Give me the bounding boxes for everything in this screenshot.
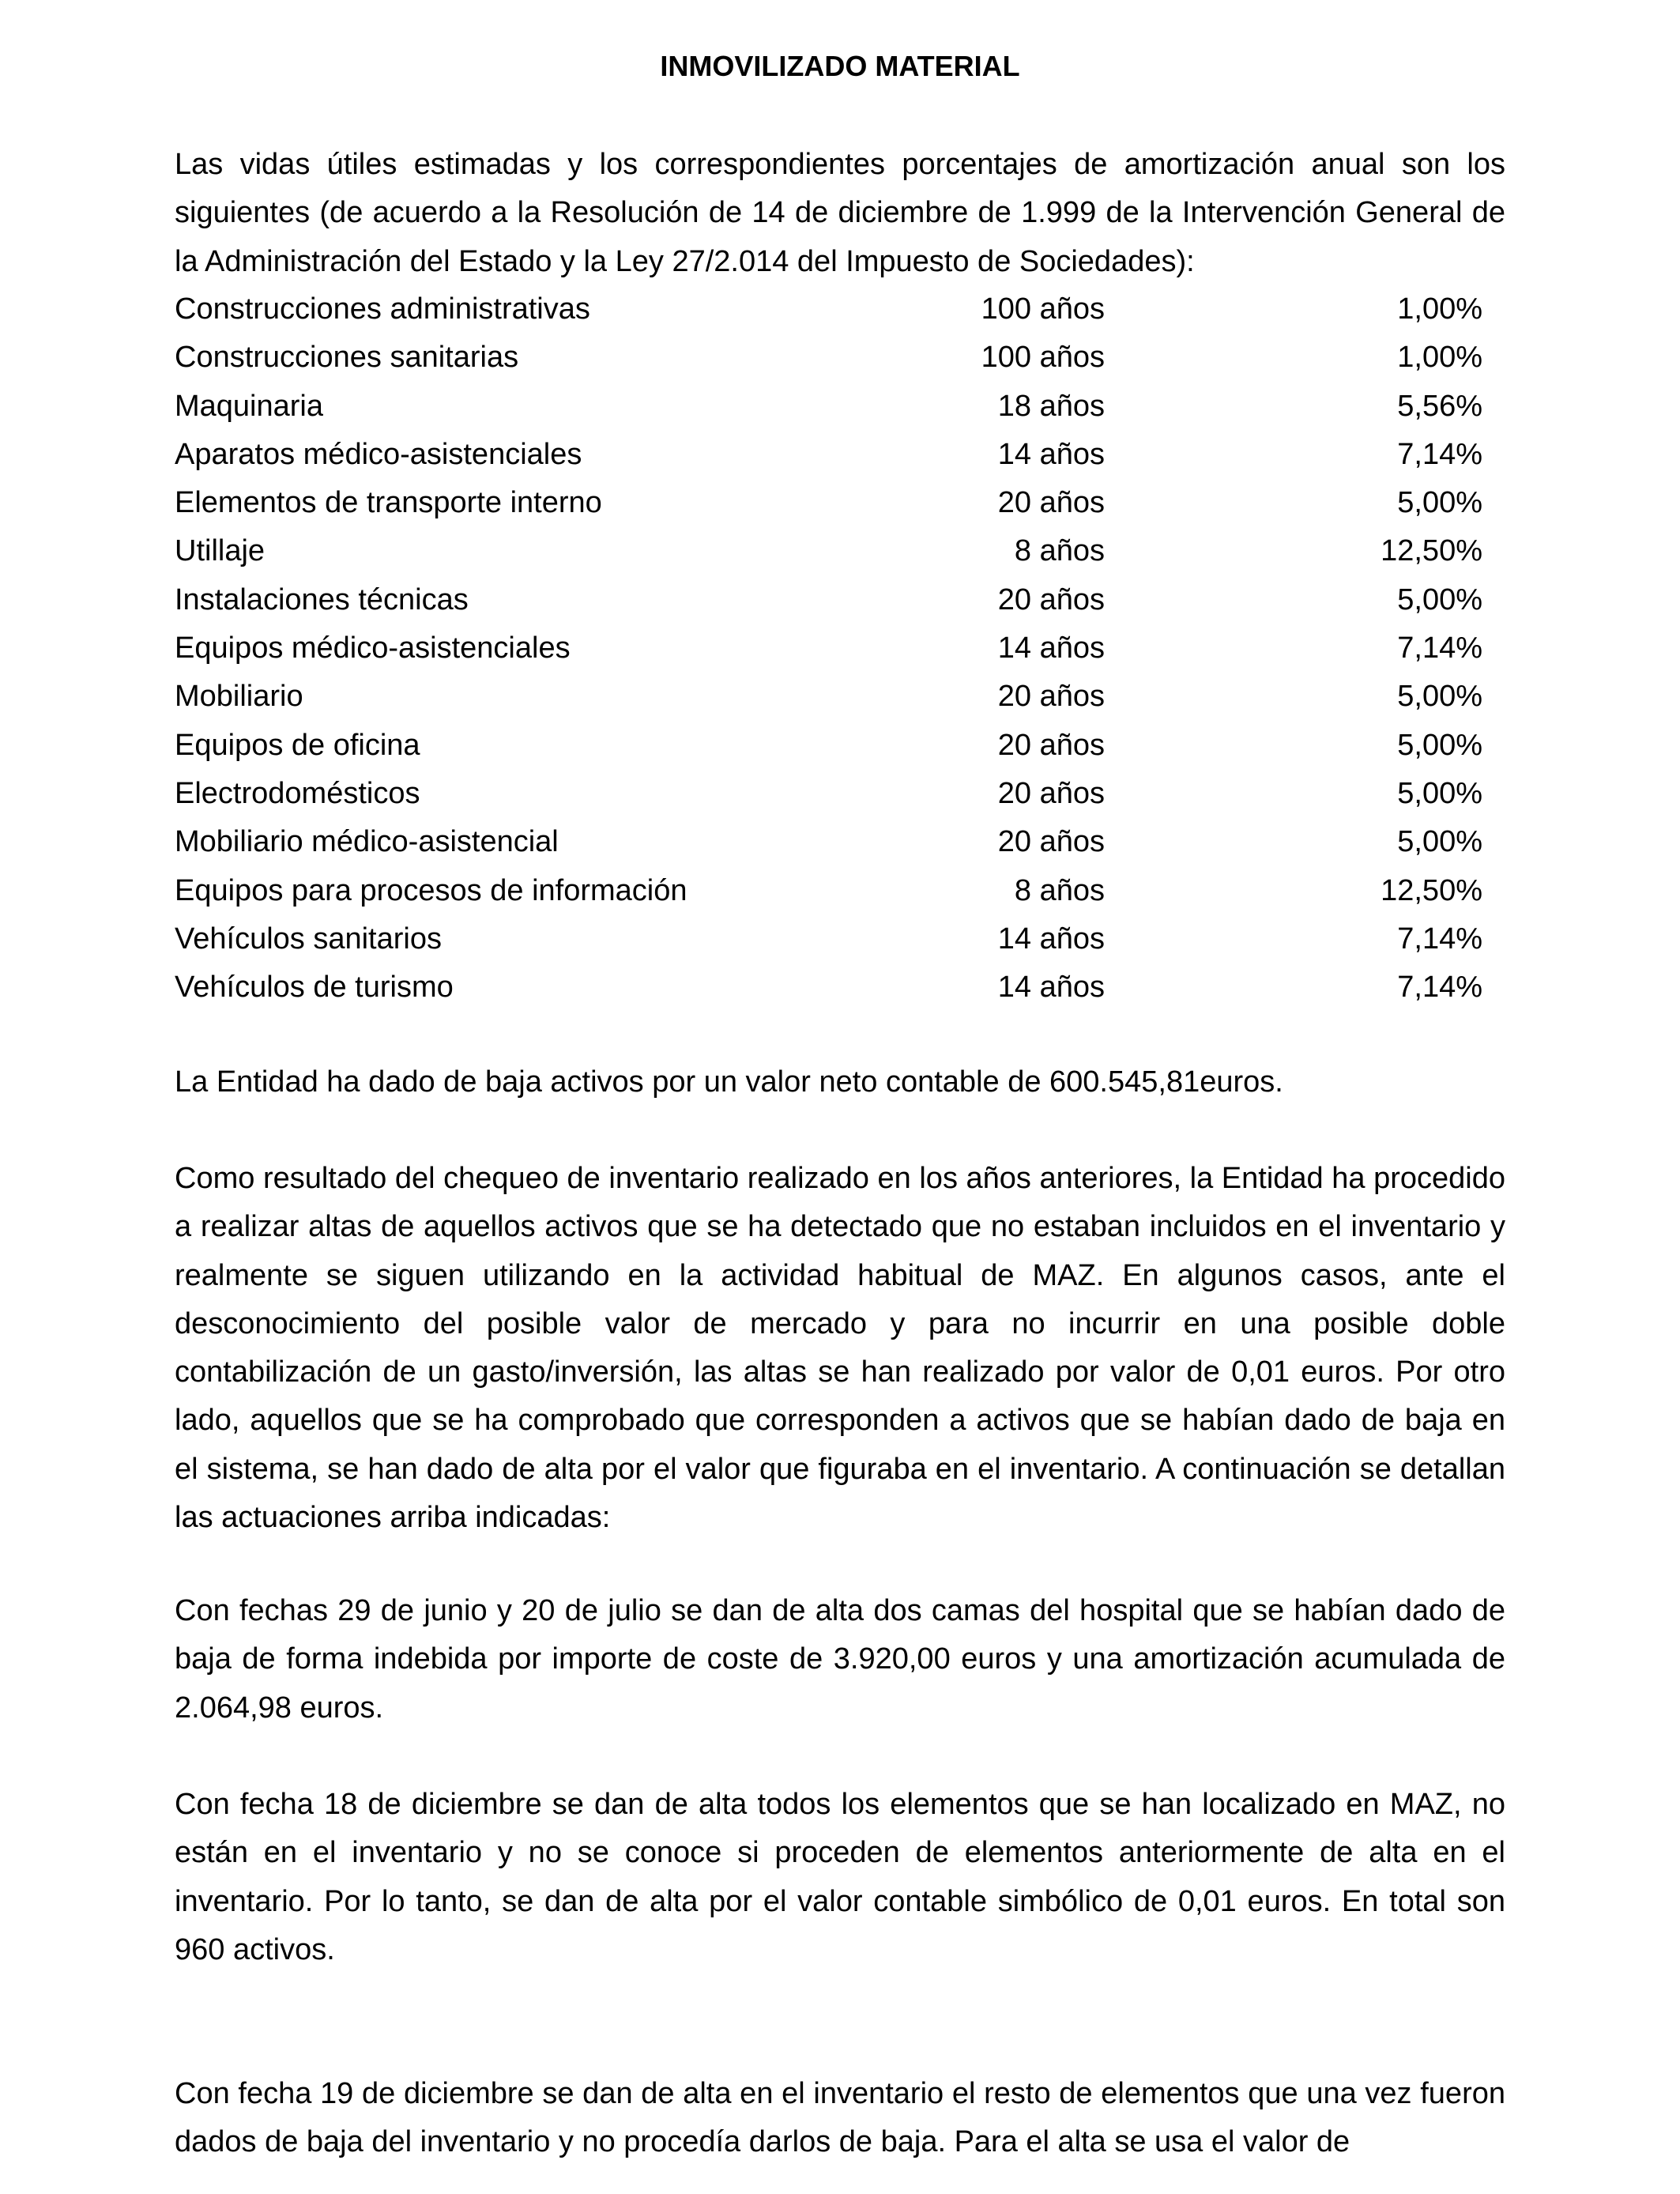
asset-name: Vehículos sanitarios bbox=[175, 922, 442, 956]
table-row bbox=[175, 576, 1505, 624]
useful-life: 8 años bbox=[1014, 534, 1105, 568]
table-row bbox=[175, 383, 1505, 431]
table-row bbox=[175, 722, 1505, 770]
useful-life: 20 años bbox=[997, 582, 1105, 616]
table-row bbox=[175, 818, 1505, 866]
asset-name: Construcciones administrativas bbox=[175, 292, 590, 326]
diciembre19-paragraph: Con fecha 19 de diciembre se dan de alta en el inventario el resto de elementos que una vez fueron dados de baja del inventario y no procedía darlos de baja. Para el alta se usa el valor de bbox=[175, 2077, 1505, 2159]
amortization-rate: 5,00% bbox=[1397, 680, 1482, 714]
amortization-rate: 5,00% bbox=[1397, 486, 1482, 520]
table-row bbox=[175, 915, 1505, 963]
asset-name: Vehículos de turismo bbox=[175, 971, 454, 1005]
useful-life: 14 años bbox=[997, 971, 1105, 1005]
table-row bbox=[175, 624, 1505, 673]
useful-life: 100 años bbox=[981, 341, 1105, 375]
useful-life: 20 años bbox=[997, 486, 1105, 520]
asset-name: Equipos para procesos de información bbox=[175, 873, 687, 907]
useful-life: 14 años bbox=[997, 922, 1105, 956]
diciembre18-paragraph: Con fecha 18 de diciembre se dan de alta todos los elementos que se han localizado en MAZ, no están en el inventario y no se conoce si proceden de elementos anteriormente de alta en el inventario. Por lo tanto, se dan de alta por el valor contable simbólico de 0,01 euros. En total son 960 activos. bbox=[175, 1788, 1505, 1966]
asset-name: Equipos de oficina bbox=[175, 728, 420, 762]
amortization-rate: 5,00% bbox=[1397, 776, 1482, 810]
useful-life: 20 años bbox=[997, 825, 1105, 859]
useful-life: 20 años bbox=[997, 680, 1105, 714]
asset-name: Maquinaria bbox=[175, 389, 323, 423]
amortization-rate: 12,50% bbox=[1381, 534, 1482, 568]
asset-name: Electrodomésticos bbox=[175, 776, 420, 810]
useful-life: 20 años bbox=[997, 728, 1105, 762]
baja-paragraph: La Entidad ha dado de baja activos por un valor neto contable de 600.545,81euros. bbox=[175, 1065, 1283, 1099]
amortization-rate: 5,00% bbox=[1397, 728, 1482, 762]
amortization-rate: 5,56% bbox=[1397, 389, 1482, 423]
amortization-rate: 7,14% bbox=[1397, 971, 1482, 1005]
asset-name: Equipos médico-asistenciales bbox=[175, 631, 571, 665]
asset-name: Instalaciones técnicas bbox=[175, 582, 469, 616]
intro-paragraph: Las vidas útiles estimadas y los correspondientes porcentajes de amortización anual son los siguientes (de acuerdo a la Resolución de 14 de diciembre de 1.999 de la Intervención General de la Administración del Estado y la Ley 27/2.014 del Impuesto de Sociedades): bbox=[175, 148, 1505, 278]
table-row bbox=[175, 867, 1505, 915]
chequeo-paragraph: Como resultado del chequeo de inventario realizado en los años anteriores, la Entidad ha procedido a realizar altas de aquellos activos que se ha detectado que no estaban incluidos en el inventario y realmente se siguen utilizando en la actividad habitual de MAZ. En algunos casos, ante el desconocimiento del posible valor de mercado y para no incurrir en una posible doble contabilización de un gasto/inversión, las altas se han realizado por valor de 0,01 euros. Por otro lado, aquellos que se ha comprobado que corresponden a activos que se habían dado de baja en el sistema, se han dado de alta por el valor que figuraba en el inventario. A continuación se detallan las actuaciones arriba indicadas: bbox=[175, 1162, 1505, 1535]
useful-life: 14 años bbox=[997, 631, 1105, 665]
page-title: INMOVILIZADO MATERIAL bbox=[660, 50, 1020, 82]
amortization-rate: 1,00% bbox=[1397, 341, 1482, 375]
table-row bbox=[175, 285, 1505, 334]
useful-life: 20 años bbox=[997, 776, 1105, 810]
amortization-rate: 12,50% bbox=[1381, 873, 1482, 907]
amortization-rate: 7,14% bbox=[1397, 437, 1482, 471]
table-row bbox=[175, 770, 1505, 818]
table-row bbox=[175, 431, 1505, 479]
amortization-rate: 7,14% bbox=[1397, 922, 1482, 956]
amortization-rate: 7,14% bbox=[1397, 631, 1482, 665]
asset-name: Mobiliario médico-asistencial bbox=[175, 825, 559, 859]
amortization-rate: 5,00% bbox=[1397, 582, 1482, 616]
table-row bbox=[175, 479, 1505, 527]
asset-name: Mobiliario bbox=[175, 680, 303, 714]
asset-name: Construcciones sanitarias bbox=[175, 341, 519, 375]
asset-name: Utillaje bbox=[175, 534, 266, 568]
asset-name: Aparatos médico-asistenciales bbox=[175, 437, 582, 471]
useful-life: 14 años bbox=[997, 437, 1105, 471]
useful-life: 8 años bbox=[1014, 873, 1105, 907]
amortization-table bbox=[175, 285, 1505, 1012]
table-row bbox=[175, 334, 1505, 382]
amortization-rate: 1,00% bbox=[1397, 292, 1482, 326]
asset-name: Elementos de transporte interno bbox=[175, 486, 602, 520]
useful-life: 18 años bbox=[997, 389, 1105, 423]
camas-paragraph: Con fechas 29 de junio y 20 de julio se dan de alta dos camas del hospital que se habían dado de baja de forma indebida por importe de coste de 3.920,00 euros y una amortización acumulada de 2.064,98 euros. bbox=[175, 1594, 1505, 1725]
table-row bbox=[175, 963, 1505, 1012]
amortization-rate: 5,00% bbox=[1397, 825, 1482, 859]
table-row bbox=[175, 673, 1505, 721]
useful-life: 100 años bbox=[981, 292, 1105, 326]
table-row bbox=[175, 527, 1505, 575]
